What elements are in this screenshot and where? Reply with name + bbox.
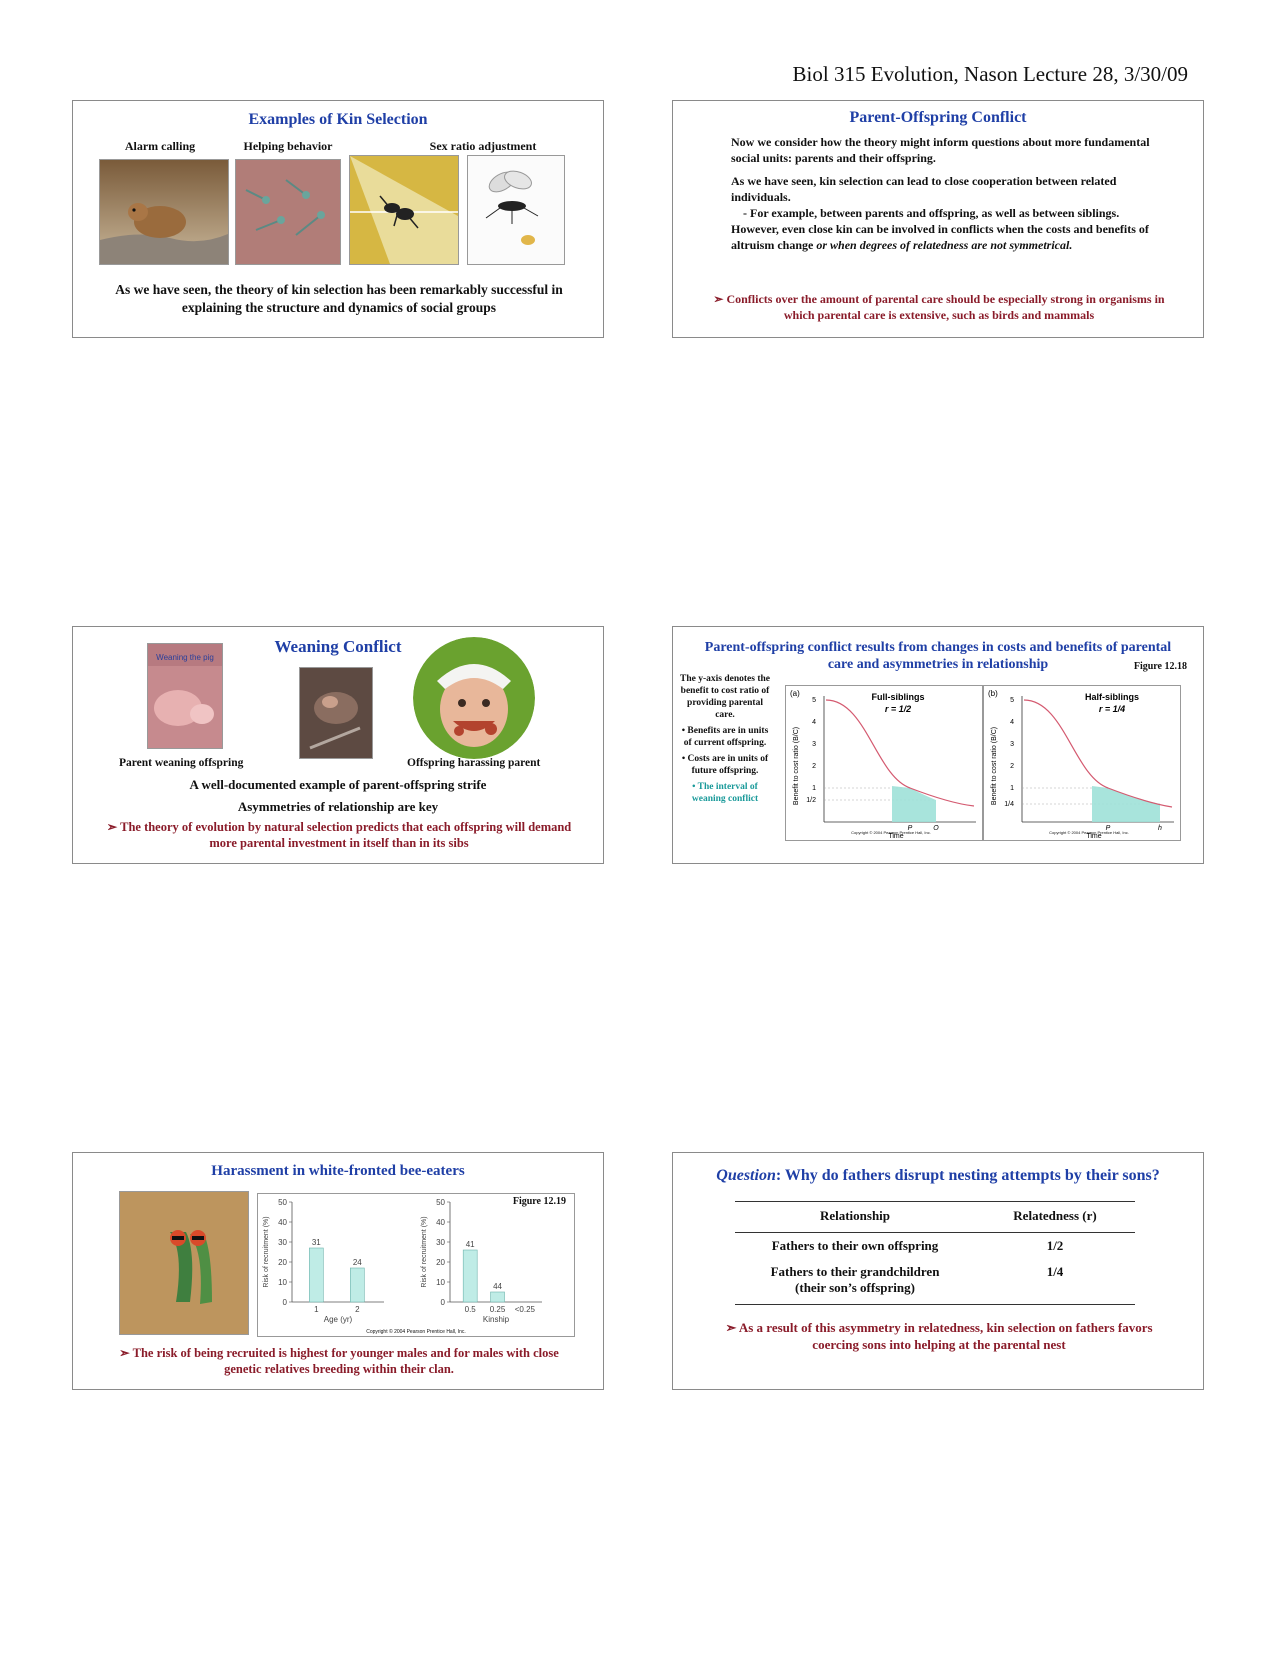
column-header: Relationship [735,1202,975,1233]
figure-label: Figure 12.19 [512,1196,566,1207]
slide-footnote: ➣ The theory of evolution by natural selection predicts that each offspring will demand more parental investment in itself than in its sibs [106,820,572,850]
insects-on-soil-photo [235,159,341,265]
copyright: Copyright © 2004 Pearson Prentice Hall, Inc. [851,830,931,835]
x-tick-label: 0.5 [464,1305,476,1314]
bar [309,1248,323,1302]
slide-bee-eater-harassment [72,1152,604,1390]
y-tick-label: 0 [282,1298,287,1307]
slide-kin-selection [72,100,604,338]
data-label: 41 [465,1240,475,1249]
relatedness-table [735,1201,1135,1305]
panel-tag: (a) [790,689,800,698]
paragraph [731,221,1171,253]
slide-title: Parent-offspring conflict results from changes in costs and benefits of parental care and asymmetries in relationship [704,640,1172,672]
bar [491,1292,505,1302]
y-axis-label: Benefit to cost ratio (B/C) [793,726,800,806]
ant-on-leaf-photo [349,155,459,265]
panel-name: Full-siblings [871,692,925,702]
caption-parent-weaning: Parent weaning offspring [119,757,244,769]
x-axis-label: Time [1086,833,1102,840]
label-sex-ratio: Sex ratio adjustment [429,139,537,153]
y-tick: 1/4 [1004,801,1014,808]
x-mark: P [1105,825,1111,832]
data-label: 31 [311,1238,321,1247]
x-tick-label: 0.25 [489,1305,506,1314]
side-note: • Costs are in units of future offspring. [681,754,769,776]
y-tick: 3 [1010,741,1014,748]
table-header-row [735,1202,1135,1233]
ground-squirrel-photo [99,159,229,265]
y-axis-label: Benefit to cost ratio (B/C) [991,726,998,806]
x-tick-label: <0.25 [514,1305,535,1314]
slide-title: Parent-Offspring Conflict [849,109,1027,126]
data-label: 44 [493,1282,502,1291]
slide-footnote: ➣ Conflicts over the amount of parental care should be especially strong in organisms in which parental care is extensive, such as birds and mammals [713,292,1165,322]
x-tick-label: 1 [314,1305,319,1314]
y-tick-label: 0 [440,1298,445,1307]
wasp-photo [467,155,565,265]
y-tick-label: 20 [436,1258,445,1267]
slide-title [673,1167,1203,1185]
slide-cost-benefit-figure [672,626,1204,864]
y-tick-label: 30 [436,1238,445,1247]
y-tick: 3 [812,741,816,748]
table-row [735,1259,1135,1305]
slide-body-text: As we have seen, the theory of kin selection has been remarkably successful in explaining the structure and dynamics of social groups [115,282,563,315]
y-tick-label: 40 [278,1218,287,1227]
y-axis-label: Risk of recruitment (%) [421,1216,428,1288]
x-axis-label: Age (yr) [323,1315,353,1324]
copyright: Copyright © 2004 Pearson Prentice Hall, Inc. [366,1329,466,1335]
paragraph: As we have seen, kin selection can lead to close cooperation between related individuals. [731,174,1117,204]
slide-line: A well-documented example of parent-offspring strife [189,777,487,792]
slide-title: Examples of Kin Selection [248,111,428,128]
figure-label: Figure 12.18 [1133,661,1187,672]
caption-offspring-harassing: Offspring harassing parent [407,757,541,769]
table-row [735,1233,1135,1260]
y-tick-label: 30 [278,1238,287,1247]
y-tick: 1 [812,785,816,792]
animal-nursing-photo [299,667,373,759]
x-mark: P [907,825,913,832]
side-note: The y-axis denotes the benefit to cost ratio of providing parental care. [680,674,770,720]
panel-half-siblings [983,685,1181,841]
panel-full-siblings [785,685,983,841]
slide-parent-offspring-conflict [672,100,1204,338]
slide-body [731,134,1171,253]
label-helping-behavior: Helping behavior [243,139,333,153]
y-tick-label: 40 [436,1218,445,1227]
y-tick: 2 [1010,763,1014,770]
panel-tag: (b) [988,689,998,698]
y-axis-label: Risk of recruitment (%) [263,1216,270,1288]
table-cell: 1/4 [975,1259,1135,1305]
copyright: Copyright © 2004 Pearson Prentice Hall, Inc. [1049,830,1129,835]
side-note-teal: • The interval of weaning conflict [691,782,759,804]
y-tick: 2 [812,763,816,770]
y-tick: 5 [1010,697,1014,704]
bar-charts [258,1194,574,1336]
italic-span: or when degrees of relatedness are not symmetrical. [816,238,1073,252]
x-axis-label: Kinship [482,1315,510,1324]
bar [463,1250,477,1302]
book-cover-title: Weaning the pig [156,653,214,662]
panel-name: Half-siblings [1084,692,1140,702]
x-mark: O [933,825,939,832]
table-cell: Fathers to their own offspring [771,1238,939,1253]
figure-frame [257,1193,575,1337]
book-cover-image [147,643,223,749]
panel-relatedness: r = 1/2 [884,704,912,714]
slide-question-fathers [672,1152,1204,1390]
page-header: Biol 315 Evolution, Nason Lecture 28, 3/30/09 [792,62,1188,86]
slide-weaning-conflict [72,626,604,864]
bee-eater-photo [119,1191,249,1335]
messy-baby-photo [413,637,535,759]
bar [350,1268,364,1302]
question-text: : Why do fathers disrupt nesting attempts by their sons? [775,1167,1160,1184]
slide-line: Asymmetries of relationship are key [237,799,439,814]
question-label: Question [716,1167,776,1184]
y-tick: 1 [1010,785,1014,792]
y-tick-label: 10 [278,1278,287,1287]
x-axis-label: Time [888,833,904,840]
y-tick-label: 10 [436,1278,445,1287]
side-notes [679,673,771,809]
table-cell: Fathers to their grandchildren (their son’s offspring) [735,1259,975,1305]
y-tick-label: 50 [278,1198,287,1207]
x-mark: h [1158,825,1162,832]
column-header: Relatedness (r) [975,1202,1135,1233]
text-span: However, even close kin can be involved in conflicts when the costs and benefits of altruism change [731,222,1149,252]
x-tick-label: 2 [355,1305,360,1314]
panel-relatedness: r = 1/4 [1098,704,1126,714]
paragraph: Now we consider how the theory might inform questions about more fundamental social units: parents and their offspring. [731,135,1150,165]
data-label: 24 [352,1258,362,1267]
y-tick-label: 20 [278,1258,287,1267]
paragraph-indented: - For example, between parents and offspring, as well as between siblings. [743,206,1120,220]
label-alarm-calling: Alarm calling [124,139,196,153]
slide-footnote: ➣ The risk of being recruited is highest for younger males and for males with close genetic relatives breeding within their clan. [119,1346,559,1376]
slide-title: Weaning Conflict [274,637,402,656]
y-tick: 1/2 [806,797,816,804]
y-tick: 5 [812,697,816,704]
side-note: • Benefits are in units of current offspring. [681,726,769,748]
y-tick: 4 [1010,719,1014,726]
y-tick-label: 50 [436,1198,445,1207]
y-tick: 4 [812,719,816,726]
table-cell: 1/2 [1046,1238,1064,1253]
slide-title: Harassment in white-fronted bee-eaters [211,1163,465,1179]
slide-footnote: ➣ As a result of this asymmetry in relatedness, kin selection on fathers favors coercing sons into helping at the parental nest [725,1320,1153,1352]
